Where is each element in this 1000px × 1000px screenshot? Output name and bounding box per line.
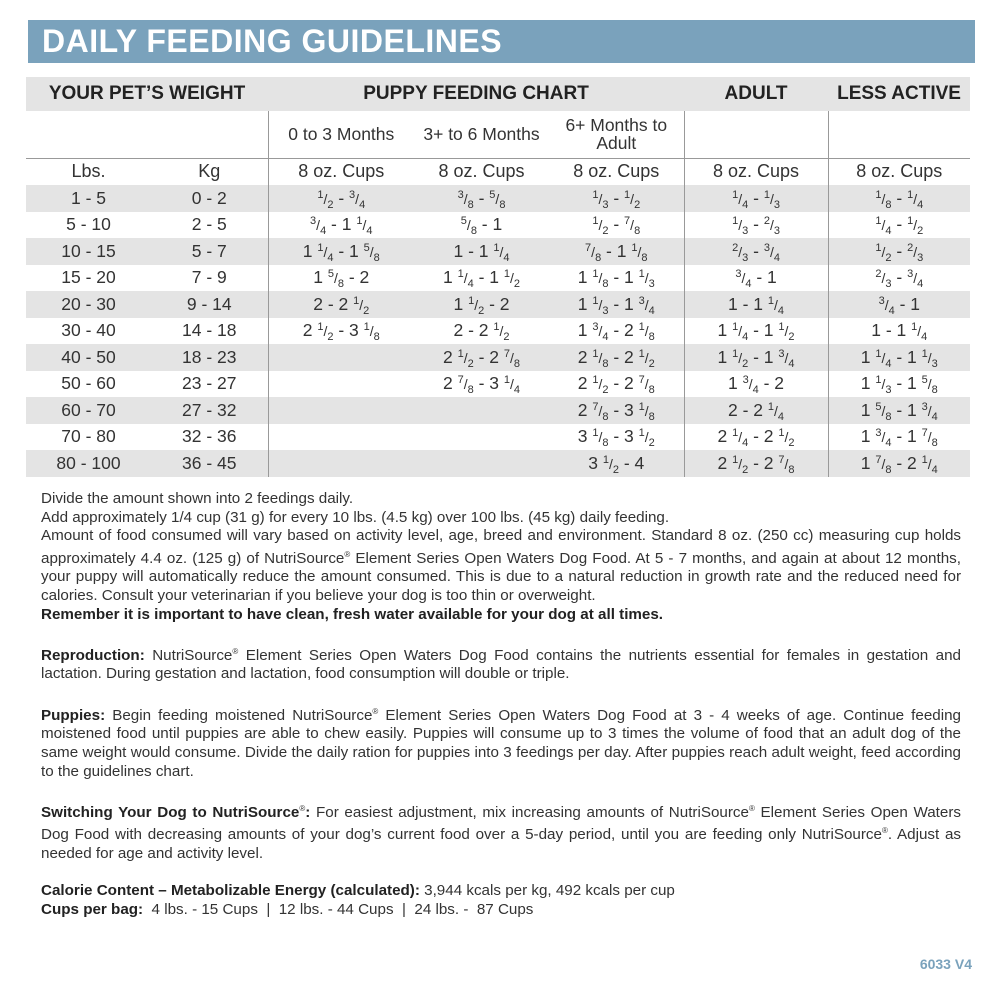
table-row <box>26 212 970 239</box>
note-calorie: Calorie Content – Metabolizable Energy (calculated): 3,944 kcals per kg, 492 kcals per cup <box>41 882 675 900</box>
cell-puppy-3-6: $^3/_8 - ^5/_8$ <box>414 185 549 212</box>
subheader-6-adult: 6+ Months to Adult <box>549 111 684 158</box>
cell-puppy-0-3 <box>268 424 414 451</box>
cell-adult: $^1/_4 - ^1/_3$ <box>684 185 828 212</box>
note-cups-per-bag: Cups per bag: 4 lbs. - 15 Cups | 12 lbs. - 44 Cups | 24 lbs. - 87 Cups <box>41 900 534 918</box>
cell-puppy-0-3 <box>268 371 414 398</box>
cell-puppy-6-adult: $^1/_3 - ^1/_2$ <box>549 185 684 212</box>
cell-kg: 7 - 9 <box>151 265 268 292</box>
cell-adult: $^1/_3 - ^2/_3$ <box>684 212 828 239</box>
note-reproduction: Reproduction: NutriSource® Element Series Open Waters Dog Food contains the nutrients essential for females in gestation and lactation. During gestation and lactation, food consumption will double or triple. <box>41 646 961 683</box>
cell-less-active: 1 $^7/_8 - 2$ $^1/_4$ <box>828 450 970 477</box>
unit-adult: 8 oz. Cups <box>684 158 828 185</box>
cell-lbs: 30 - 40 <box>26 318 151 345</box>
cell-lbs: 10 - 15 <box>26 238 151 265</box>
unit-less-active: 8 oz. Cups <box>828 158 970 185</box>
unit-row <box>26 158 970 185</box>
cell-lbs: 80 - 100 <box>26 450 151 477</box>
table-row <box>26 424 970 451</box>
cell-puppy-6-adult: 3 $^1/_8 - 3$ $^1/_2$ <box>549 424 684 451</box>
cell-adult: $^3/_4 - 1$ <box>684 265 828 292</box>
cell-less-active: 1 $^1/_4 - 1$ $^1/_3$ <box>828 344 970 371</box>
cell-kg: 0 - 2 <box>151 185 268 212</box>
header-adult: ADULT <box>684 77 828 111</box>
unit-puppy-6-adult: 8 oz. Cups <box>573 161 660 182</box>
cell-kg: 36 - 45 <box>151 450 268 477</box>
header-weight: YOUR PET’S WEIGHT <box>26 77 268 111</box>
cell-less-active: 1 - 1 $^1/_4$ <box>828 318 970 345</box>
cell-kg: 23 - 27 <box>151 371 268 398</box>
cell-puppy-6-adult: 2 $^7/_8 - 3$ $^1/_8$ <box>549 397 684 424</box>
cell-puppy-0-3 <box>268 344 414 371</box>
cell-lbs: 5 - 10 <box>26 212 151 239</box>
subheader-3-6: 3+ to 6 Months <box>414 111 549 158</box>
cell-lbs: 1 - 5 <box>26 185 151 212</box>
cell-lbs: 15 - 20 <box>26 265 151 292</box>
cell-adult: 1 - 1 $^1/_4$ <box>684 291 828 318</box>
cell-puppy-6-adult: $^1/_2 - ^7/_8$ <box>549 212 684 239</box>
cell-less-active: 1 $^1/_3 - 1$ $^5/_8$ <box>828 371 970 398</box>
cell-puppy-0-3: 1 $^1/_4 - 1$ $^5/_8$ <box>268 238 414 265</box>
cell-lbs: 20 - 30 <box>26 291 151 318</box>
unit-puppy-0-3: 8 oz. Cups <box>268 158 414 185</box>
document-code: 6033 V4 <box>919 956 972 972</box>
table-row <box>26 371 970 398</box>
cell-puppy-3-6 <box>414 450 549 477</box>
cell-kg: 9 - 14 <box>151 291 268 318</box>
table-row <box>26 238 970 265</box>
cell-adult: 1 $^1/_2 - 1$ $^3/_4$ <box>684 344 828 371</box>
cell-puppy-0-3: 2 $^1/_2 - 3$ $^1/_8$ <box>268 318 414 345</box>
cell-puppy-6-adult: 1 $^1/_8 - 1$ $^1/_3$ <box>549 265 684 292</box>
cell-lbs: 50 - 60 <box>26 371 151 398</box>
table-row <box>26 318 970 345</box>
table-row <box>26 397 970 424</box>
cell-puppy-0-3: 1 $^5/_8 - 2$ <box>268 265 414 292</box>
header-puppy: PUPPY FEEDING CHART <box>268 77 684 111</box>
cell-puppy-6-adult: 1 $^3/_4 - 2$ $^1/_8$ <box>549 318 684 345</box>
cell-less-active: 1 $^5/_8 - 1$ $^3/_4$ <box>828 397 970 424</box>
cell-kg: 14 - 18 <box>151 318 268 345</box>
cell-adult: 2 $^1/_4 - 2$ $^1/_2$ <box>684 424 828 451</box>
note-add: Add approximately 1/4 cup (31 g) for every 10 lbs. (4.5 kg) over 100 lbs. (45 kg) daily feeding. <box>41 508 670 526</box>
cell-puppy-3-6: $^5/_8 - 1$ <box>414 212 549 239</box>
table-row <box>26 291 970 318</box>
cell-puppy-0-3 <box>268 450 414 477</box>
cell-puppy-3-6: 2 $^1/_2 - 2$ $^7/_8$ <box>414 344 549 371</box>
cell-puppy-3-6: 1 $^1/_4 - 1$ $^1/_2$ <box>414 265 549 292</box>
cell-puppy-6-adult: 3 $^1/_2 - 4$ <box>549 450 684 477</box>
table-row <box>26 265 970 292</box>
feeding-notes <box>41 490 961 919</box>
cell-less-active: $^1/_4 - ^1/_2$ <box>828 212 970 239</box>
cell-puppy-0-3 <box>268 397 414 424</box>
cell-puppy-3-6: 1 $^1/_2 - 2$ <box>414 291 549 318</box>
note-puppies: Puppies: Begin feeding moistened NutriSource® Element Series Open Waters Dog Food at 3 - 4 weeks of age. Continue feeding moistened food until puppies are able to chew easily. Puppies will consume up to 3 times the volume of food that an adult dog of the same weight would consume. Divide the daily ration for puppies into 3 feedings per day. After puppies reach adult weight, feed according to the guidelines chart. <box>41 706 961 780</box>
cell-puppy-0-3: 2 - 2 $^1/_2$ <box>268 291 414 318</box>
cell-puppy-0-3: $^1/_2 - ^3/_4$ <box>268 185 414 212</box>
note-water: Remember it is important to have clean, fresh water available for your dog at all times. <box>41 605 664 623</box>
page-title: DAILY FEEDING GUIDELINES <box>28 20 975 63</box>
cell-adult: 2 - 2 $^1/_4$ <box>684 397 828 424</box>
cell-puppy-3-6: 2 $^7/_8 - 3$ $^1/_4$ <box>414 371 549 398</box>
cell-kg: 32 - 36 <box>151 424 268 451</box>
cell-puppy-0-3: $^3/_4 - 1$ $^1/_4$ <box>268 212 414 239</box>
cell-puppy-3-6: 2 - 2 $^1/_2$ <box>414 318 549 345</box>
note-amount: Amount of food consumed will vary based on activity level, age, breed and environment. Standard 8 oz. (250 cc) measuring cup holds approximately 4.4 oz. (125 g) of NutriSource® Element Series Open Waters Dog Food. At 5 - 7 months, and again at about 12 months, your puppy will automatically reduce the amount consumed. This is due to a natural reduction in growth rate and the reduced need for calories. Consult your veterinarian if you believe your dog is too thin or overweight. <box>41 527 961 605</box>
cell-adult: $^2/_3 - ^3/_4$ <box>684 238 828 265</box>
cell-puppy-6-adult: 1 $^1/_3 - 1$ $^3/_4$ <box>549 291 684 318</box>
cell-lbs: 40 - 50 <box>26 344 151 371</box>
cell-less-active: $^2/_3 - ^3/_4$ <box>828 265 970 292</box>
cell-less-active: $^1/_8 - ^1/_4$ <box>828 185 970 212</box>
cell-puppy-6-adult: $^7/_8 - 1$ $^1/_8$ <box>549 238 684 265</box>
cell-puppy-3-6 <box>414 424 549 451</box>
table-row <box>26 344 970 371</box>
cell-less-active: 1 $^3/_4 - 1$ $^7/_8$ <box>828 424 970 451</box>
cell-adult: 1 $^3/_4 - 2$ <box>684 371 828 398</box>
note-divide: Divide the amount shown into 2 feedings daily. <box>41 490 354 507</box>
cell-puppy-6-adult: 2 $^1/_8 - 2$ $^1/_2$ <box>549 344 684 371</box>
unit-kg: Kg <box>198 161 221 182</box>
subheader-0-3: 0 to 3 Months <box>268 111 414 158</box>
cell-kg: 2 - 5 <box>151 212 268 239</box>
cell-kg: 18 - 23 <box>151 344 268 371</box>
cell-less-active: $^1/_2 - ^2/_3$ <box>828 238 970 265</box>
cell-puppy-3-6: 1 - 1 $^1/_4$ <box>414 238 549 265</box>
note-switching: Switching Your Dog to NutriSource®: For easiest adjustment, mix increasing amounts of NutriSource® Element Series Open Waters Dog Food with decreasing amounts of your dog’s current food over a 5-day period, until you are feeding only NutriSource®. Adjust as needed for age and activity level. <box>41 803 961 862</box>
cell-kg: 27 - 32 <box>151 397 268 424</box>
unit-lbs: Lbs. <box>71 161 106 182</box>
cell-adult: 2 $^1/_2 - 2$ $^7/_8$ <box>684 450 828 477</box>
cell-lbs: 60 - 70 <box>26 397 151 424</box>
cell-puppy-6-adult: 2 $^1/_2 - 2$ $^7/_8$ <box>549 371 684 398</box>
header-less-active: LESS ACTIVE <box>828 77 970 111</box>
cell-puppy-3-6 <box>414 397 549 424</box>
cell-lbs: 70 - 80 <box>26 424 151 451</box>
cell-less-active: $^3/_4 - 1$ <box>828 291 970 318</box>
table-row <box>26 185 970 212</box>
cell-kg: 5 - 7 <box>151 238 268 265</box>
feeding-table <box>26 77 970 477</box>
unit-puppy-3-6: 8 oz. Cups <box>438 161 525 182</box>
cell-adult: 1 $^1/_4 - 1$ $^1/_2$ <box>684 318 828 345</box>
table-row <box>26 450 970 477</box>
